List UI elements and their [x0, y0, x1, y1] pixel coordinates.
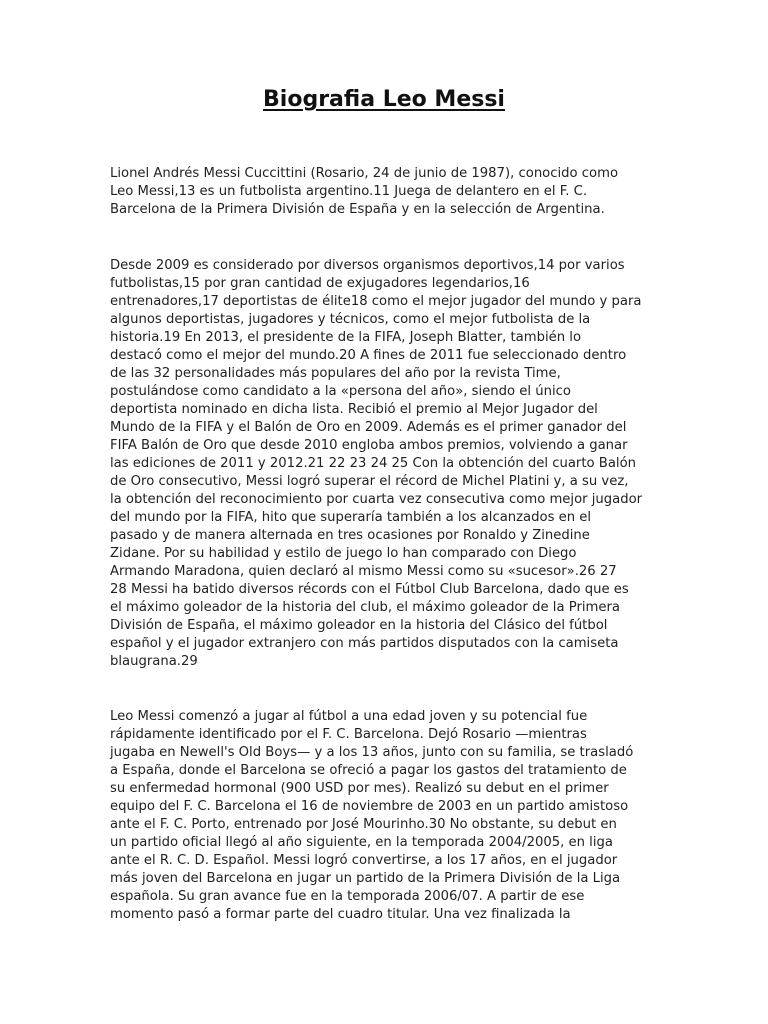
paragraph-intro: Lionel Andrés Messi Cuccittini (Rosario, 24 de junio de 1987), conocido como Leo Messi,13 es un futbolista argentino.11 Juega de delantero en el F. C. Barcelona de la Primera División de España y en la selección de Argentina. — [110, 166, 619, 217]
paragraph-early-career: Leo Messi comenzó a jugar al fútbol a una edad joven y su potencial fue rápidamente identificado por el F. C. Barcelona. Dejó Rosario —mientras jugaba en Newell's Old Boys— y a los 13 años, junto con su familia, se trasladó a España, donde el Barcelona se ofreció a pagar los gastos del tratamiento de su enfermedad hormonal (900 USD por mes). Realizó su debut en el primer equipo del F. C. Barcelona el 16 de noviembre de 2003 en un partido amistoso ante el F. C. Porto, entrenado por José Mourinho.30 No obstante, su debut en un partido oficial llegó al año siguiente, en la temporada 2004/2005, en liga ante el R. C. D. Español. Messi logró convertirse, a los 17 años, en el jugador más joven del Barcelona en jugar un partido de la Primera División de la Liga española. Su gran avance fue en la temporada 2006/07. A partir de ese momento pasó a formar parte del cuadro titular. Una vez finalizada la — [110, 709, 634, 922]
document-title: Biografia Leo Messi — [263, 87, 505, 112]
paragraph-recognition: Desde 2009 es considerado por diversos organismos deportivos,14 por varios futbolistas,15 por gran cantidad de exjugadores legendarios,16 entrenadores,17 deportistas de élite18 como el mejor jugador del mundo y para algunos deportistas, jugadores y técnicos, como el mejor futbolista de la historia.19 En 2013, el presidente de la FIFA, Joseph Blatter, también lo destacó como el mejor del mundo.20 A fines de 2011 fue seleccionado dentro de las 32 personalidades más populares del año por la revista Time, postulándose como candidato a la «persona del año», siendo el único deportista nominado en dicha lista. Recibió el premio al Mejor Jugador del Mundo de la FIFA y el Balón de Oro en 2009. Además es el primer ganador del FIFA Balón de Oro que desde 2010 engloba ambos premios, volviendo a ganar las ediciones de 2011 y 2012.21 22 23 24 25 Con la obtención del cuarto Balón de Oro consecutivo, Messi logró superar el récord de Michel Platini y, a su vez, la obtención del reconocimiento por cuarta vez consecutiva como mejor jugador del mundo por la FIFA, hito que superaría también a los alcanzados en el pasado y de manera alternada en tres ocasiones por Ronaldo y Zinedine Zidane. Por su habilidad y estilo de juego lo han comparado con Diego Armando Maradona, quien declaró al mismo Messi como su «sucesor».26 27 28 Messi ha batido diversos récords con el Fútbol Club Barcelona, dado que es el máximo goleador de la historia del club, el máximo goleador de la Primera División de España, el máximo goleador en la historia del Clásico del fútbol español y el jugador extranjero con más partidos disputados con la camiseta blaugrana.29 — [110, 258, 643, 669]
